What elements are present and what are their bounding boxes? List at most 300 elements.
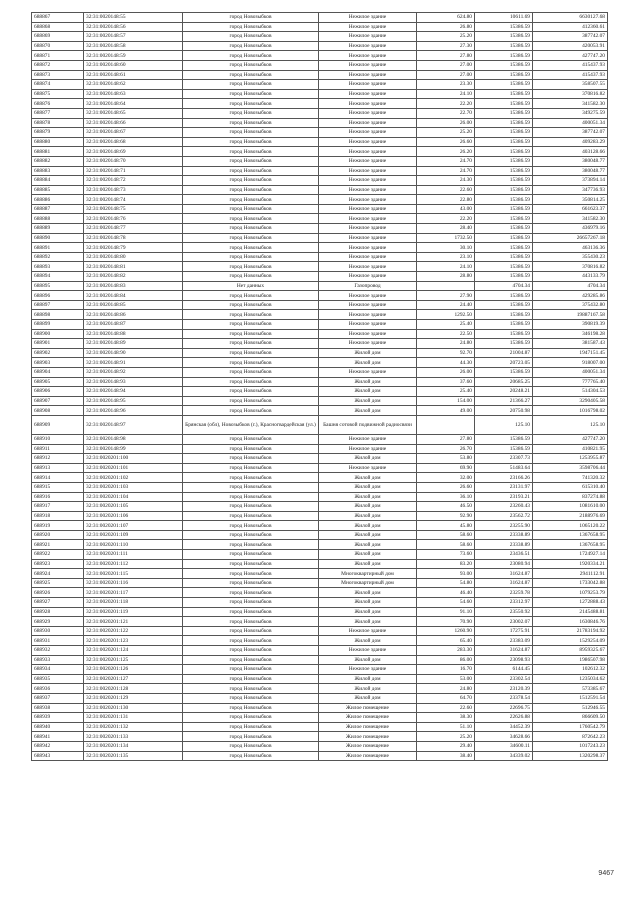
object-type-cell: Жилой дом [319,540,417,550]
address-cell: город Новозыбков [183,32,319,42]
object-type-cell: Жилой дом [319,492,417,502]
table-row [32,377,608,387]
object-type-cell: Нежилое здание [319,320,417,330]
row-number-cell: 688940 [32,722,84,732]
area-cell: 25.20 [417,732,475,742]
cadastral-value-cell: 380048.77 [533,156,608,166]
address-cell: город Новозыбков [183,147,319,157]
cadastral-value-cell: 410821.95 [533,444,608,454]
specific-value-cell: 23338.89 [475,530,533,540]
cadastral-number-cell: 32:31:0020148:93 [84,377,183,387]
object-type-cell: Нежилое здание [319,195,417,205]
cadastral-value-cell: 6630127.68 [533,13,608,23]
cadastral-number-cell: 32:31:0020148:66 [84,118,183,128]
table-row [32,588,608,598]
table-row [32,128,608,138]
cadastral-number-cell: 32:31:0020201:132 [84,722,183,732]
cadastral-value-cell: 872642.23 [533,732,608,742]
area-cell: 24.40 [417,300,475,310]
object-type-cell: Газопровод [319,281,417,291]
address-cell: город Новозыбков [183,41,319,51]
specific-value-cell: 23550.92 [475,607,533,617]
cadastral-value-cell: 341582.30 [533,99,608,109]
cadastral-value-cell: 415437.93 [533,60,608,70]
object-type-cell: Жилой дом [319,674,417,684]
row-number-cell: 688927 [32,598,84,608]
row-number-cell: 688921 [32,540,84,550]
cadastral-number-cell: 32:31:0020201:133 [84,732,183,742]
table-row [32,358,608,368]
row-number-cell: 688916 [32,492,84,502]
cadastral-number-cell: 32:31:0020148:55 [84,13,183,23]
row-number-cell: 688918 [32,511,84,521]
address-cell: город Новозыбков [183,108,319,118]
area-cell: 43.00 [417,204,475,214]
row-number-cell: 688901 [32,339,84,349]
area-cell: 58.60 [417,530,475,540]
object-type-cell: Жилой дом [319,387,417,397]
address-cell: город Новозыбков [183,617,319,627]
row-number-cell: 688898 [32,310,84,320]
object-type-cell: Нежилое здание [319,339,417,349]
cadastral-number-cell: 32:31:0020201:102 [84,473,183,483]
specific-value-cell: 15386.59 [475,176,533,186]
table-row [32,655,608,665]
specific-value-cell: 20723.05 [475,358,533,368]
specific-value-cell: 15386.59 [475,128,533,138]
row-number-cell: 688906 [32,387,84,397]
object-type-cell: Жилой дом [319,396,417,406]
cadastral-value-cell: 8959325.67 [533,646,608,656]
area-cell: 44.30 [417,358,475,368]
table-row [32,387,608,397]
row-number-cell: 688881 [32,147,84,157]
cadastral-value-cell: 514304.53 [533,387,608,397]
address-cell: город Новозыбков [183,751,319,761]
object-type-cell: Нежилое здание [319,156,417,166]
row-number-cell: 688871 [32,51,84,61]
specific-value-cell: 23255.90 [475,521,533,531]
table-row [32,272,608,282]
specific-value-cell: 23302.54 [475,674,533,684]
specific-value-cell: 15386.59 [475,108,533,118]
object-type-cell: Нежилое здание [319,80,417,90]
object-type-cell: Жилой дом [319,559,417,569]
cadastral-number-cell: 32:31:0020148:89 [84,339,183,349]
address-cell: город Новозыбков [183,348,319,358]
area-cell: 22.50 [417,329,475,339]
area-cell: 38.40 [417,751,475,761]
address-cell: город Новозыбков [183,300,319,310]
address-cell: город Новозыбков [183,118,319,128]
table-row [32,252,608,262]
table-row [32,674,608,684]
row-number-cell: 688867 [32,13,84,23]
row-number-cell: 688932 [32,646,84,656]
specific-value-cell: 4704.34 [475,281,533,291]
address-cell: Нет данных [183,281,319,291]
object-type-cell: Жилой дом [319,482,417,492]
specific-value-cell: 15386.59 [475,339,533,349]
table-row [32,214,608,224]
cadastral-number-cell: 32:31:0020201:106 [84,511,183,521]
row-number-cell: 688873 [32,70,84,80]
table-row [32,521,608,531]
area-cell: 54.80 [417,578,475,588]
object-type-cell: Нежилое здание [319,60,417,70]
object-type-cell: Нежилое здание [319,176,417,186]
specific-value-cell: 15386.59 [475,166,533,176]
row-number-cell: 688926 [32,588,84,598]
object-type-cell: Жилой дом [319,684,417,694]
cadastral-number-cell: 32:31:0020201:119 [84,607,183,617]
object-type-cell: Жилое помещение [319,703,417,713]
table-row [32,665,608,675]
object-type-cell: Нежилое здание [319,118,417,128]
object-type-cell: Нежилое здание [319,291,417,301]
cadastral-value-cell: 390819.39 [533,320,608,330]
specific-value-cell: 15386.59 [475,224,533,234]
cadastral-number-cell: 32:31:0020201:112 [84,559,183,569]
cadastral-number-cell: 32:31:0020148:59 [84,51,183,61]
object-type-cell: Нежилое здание [319,665,417,675]
specific-value-cell: 15386.59 [475,320,533,330]
cadastral-value-cell: 837274.88 [533,492,608,502]
specific-value-cell: 23307.73 [475,454,533,464]
cadastral-value-cell: 918007.00 [533,358,608,368]
specific-value-cell: 15386.59 [475,137,533,147]
cadastral-number-cell: 32:31:0020201:101 [84,463,183,473]
row-number-cell: 688889 [32,224,84,234]
row-number-cell: 688894 [32,272,84,282]
cadastral-number-cell: 32:31:0020148:85 [84,300,183,310]
cadastral-value-cell: 1512591.54 [533,693,608,703]
specific-value-cell: 21004.87 [475,348,533,358]
area-cell: 65.40 [417,636,475,646]
specific-value-cell: 23378.54 [475,693,533,703]
cadastral-number-cell: 32:31:0020148:78 [84,233,183,243]
area-cell: 22.20 [417,99,475,109]
specific-value-cell: 20248.21 [475,387,533,397]
table-row [32,339,608,349]
address-cell: город Новозыбков [183,204,319,214]
cadastral-value-cell: 400051.34 [533,367,608,377]
row-number-cell: 688885 [32,185,84,195]
table-row [32,406,608,416]
row-number-cell: 688942 [32,741,84,751]
cadastral-number-cell: 32:31:0020148:97 [84,415,183,434]
row-number-cell: 688939 [32,713,84,723]
specific-value-cell: 15386.59 [475,262,533,272]
table-row [32,578,608,588]
object-type-cell: Нежилое здание [319,51,417,61]
object-type-cell: Жилой дом [319,693,417,703]
specific-value-cell: 15386.59 [475,147,533,157]
address-cell: город Новозыбков [183,492,319,502]
row-number-cell: 688941 [32,732,84,742]
table-row [32,415,608,434]
area-cell: 45.80 [417,521,475,531]
address-cell: город Новозыбков [183,713,319,723]
specific-value-cell: 15386.59 [475,291,533,301]
row-number-cell: 688934 [32,665,84,675]
row-number-cell: 688887 [32,204,84,214]
area-cell: 64.70 [417,693,475,703]
row-number-cell: 688899 [32,320,84,330]
row-number-cell: 688872 [32,60,84,70]
area-cell: 51.10 [417,722,475,732]
cadastral-value-table [31,12,608,761]
row-number-cell: 688924 [32,569,84,579]
cadastral-number-cell: 32:31:0020148:99 [84,444,183,454]
specific-value-cell: 34628.66 [475,732,533,742]
cadastral-number-cell: 32:31:0020201:118 [84,598,183,608]
specific-value-cell: 31624.87 [475,569,533,579]
cadastral-value-cell: 443133.79 [533,272,608,282]
address-cell: город Новозыбков [183,128,319,138]
address-cell: город Новозыбков [183,703,319,713]
object-type-cell: Нежилое здание [319,626,417,636]
area-cell: 36.10 [417,492,475,502]
specific-value-cell: 34600.11 [475,741,533,751]
address-cell: город Новозыбков [183,387,319,397]
object-type-cell: Жилое помещение [319,751,417,761]
cadastral-number-cell: 32:31:0020148:75 [84,204,183,214]
cadastral-number-cell: 32:31:0020148:83 [84,281,183,291]
table-row [32,348,608,358]
row-number-cell: 688922 [32,550,84,560]
object-type-cell: Нежилое здание [319,99,417,109]
address-cell: город Новозыбков [183,13,319,23]
object-type-cell: Многоквартирный дом [319,569,417,579]
table-row [32,473,608,483]
specific-value-cell: 22626.88 [475,713,533,723]
address-cell: город Новозыбков [183,166,319,176]
cadastral-value-cell: 2941112.91 [533,569,608,579]
table-row [32,646,608,656]
area-cell: 49.00 [417,406,475,416]
area-cell: 23.30 [417,80,475,90]
table-row [32,636,608,646]
cadastral-number-cell: 32:31:0020148:80 [84,252,183,262]
address-cell: город Новозыбков [183,511,319,521]
table-row [32,262,608,272]
cadastral-value-cell: 347736.93 [533,185,608,195]
address-cell: город Новозыбков [183,463,319,473]
row-number-cell: 688874 [32,80,84,90]
area-cell: 26.00 [417,367,475,377]
object-type-cell: Нежилое здание [319,224,417,234]
object-type-cell: Жилой дом [319,588,417,598]
cadastral-value-cell: 1272888.43 [533,598,608,608]
area-cell: 16.70 [417,665,475,675]
row-number-cell: 688870 [32,41,84,51]
area-cell: 69.90 [417,463,475,473]
cadastral-value-cell: 463136.36 [533,243,608,253]
cadastral-number-cell: 32:31:0020148:86 [84,310,183,320]
table-row [32,722,608,732]
cadastral-number-cell: 32:31:0020148:65 [84,108,183,118]
address-cell: город Новозыбков [183,588,319,598]
address-cell: город Новозыбков [183,530,319,540]
table-row [32,732,608,742]
address-cell: город Новозыбков [183,454,319,464]
cadastral-value-cell: 427747.20 [533,434,608,444]
specific-value-cell: 15386.59 [475,70,533,80]
cadastral-value-cell: 1065120.22 [533,521,608,531]
cadastral-value-cell: 346198.28 [533,329,608,339]
table-row [32,41,608,51]
specific-value-cell: 34452.39 [475,722,533,732]
specific-value-cell: 23120.39 [475,684,533,694]
cadastral-number-cell: 32:31:0020148:69 [84,147,183,157]
object-type-cell: Нежилое здание [319,147,417,157]
area-cell [417,281,475,291]
table-row [32,80,608,90]
area-cell: 25.20 [417,32,475,42]
object-type-cell: Жилой дом [319,521,417,531]
cadastral-value-cell: 1079253.79 [533,588,608,598]
table-row [32,569,608,579]
cadastral-value-cell: 1320298.37 [533,751,608,761]
specific-value-cell: 23166.26 [475,473,533,483]
address-cell: город Новозыбков [183,434,319,444]
specific-value-cell: 23338.89 [475,540,533,550]
object-type-cell: Нежилое здание [319,252,417,262]
row-number-cell: 688937 [32,693,84,703]
specific-value-cell: 15386.59 [475,80,533,90]
table-row [32,300,608,310]
area-cell: 27.30 [417,41,475,51]
row-number-cell: 688917 [32,502,84,512]
cadastral-number-cell: 32:31:0020201:131 [84,713,183,723]
row-number-cell: 688919 [32,521,84,531]
area-cell: 83.20 [417,559,475,569]
table-row [32,99,608,109]
object-type-cell: Нежилое здание [319,233,417,243]
row-number-cell: 688908 [32,406,84,416]
address-cell: город Новозыбков [183,214,319,224]
object-type-cell: Жилое помещение [319,732,417,742]
table-row [32,713,608,723]
object-type-cell: Жилой дом [319,636,417,646]
specific-value-cell: 15386.59 [475,310,533,320]
area-cell: 92.90 [417,511,475,521]
cadastral-value-cell: 512946.55 [533,703,608,713]
object-type-cell: Жилой дом [319,655,417,665]
area-cell [417,415,475,434]
cadastral-value-cell: 358507.55 [533,80,608,90]
row-number-cell: 688943 [32,751,84,761]
table-row [32,492,608,502]
row-number-cell: 688907 [32,396,84,406]
cadastral-number-cell: 32:31:0020201:127 [84,674,183,684]
object-type-cell: Жилое помещение [319,713,417,723]
area-cell: 1292.50 [417,310,475,320]
area-cell: 54.60 [417,598,475,608]
table-row [32,281,608,291]
object-type-cell: Нежилое здание [319,243,417,253]
area-cell: 27.00 [417,60,475,70]
cadastral-value-cell: 1760542.79 [533,722,608,732]
specific-value-cell: 15386.59 [475,204,533,214]
address-cell: город Новозыбков [183,607,319,617]
area-cell: 46.40 [417,588,475,598]
cadastral-value-cell: 3290405.58 [533,396,608,406]
object-type-cell: Жилой дом [319,473,417,483]
cadastral-value-cell: 436979.16 [533,224,608,234]
row-number-cell: 688931 [32,636,84,646]
address-cell: город Новозыбков [183,741,319,751]
area-cell: 70.90 [417,617,475,627]
area-cell: 30.10 [417,243,475,253]
cadastral-number-cell: 32:31:0020148:98 [84,434,183,444]
area-cell: 25.40 [417,320,475,330]
table-row [32,147,608,157]
cadastral-value-cell: 2188976.69 [533,511,608,521]
object-type-cell: Нежилое здание [319,434,417,444]
specific-value-cell: 15386.59 [475,243,533,253]
area-cell: 22.20 [417,214,475,224]
object-type-cell: Нежилое здание [319,22,417,32]
cadastral-number-cell: 32:31:0020148:57 [84,32,183,42]
row-number-cell: 688915 [32,482,84,492]
area-cell: 24.80 [417,339,475,349]
table-row [32,511,608,521]
cadastral-value-cell: 380048.77 [533,166,608,176]
cadastral-number-cell: 32:31:0020148:74 [84,195,183,205]
row-number-cell: 688938 [32,703,84,713]
object-type-cell: Нежилое здание [319,128,417,138]
specific-value-cell: 34339.02 [475,751,533,761]
address-cell: город Новозыбков [183,473,319,483]
cadastral-number-cell: 32:31:0020148:63 [84,89,183,99]
cadastral-number-cell: 32:31:0020148:79 [84,243,183,253]
address-cell: город Новозыбков [183,89,319,99]
cadastral-number-cell: 32:31:0020148:62 [84,80,183,90]
address-cell: город Новозыбков [183,195,319,205]
object-type-cell: Жилой дом [319,607,417,617]
cadastral-value-cell: 375432.80 [533,300,608,310]
cadastral-number-cell: 32:31:0020201:105 [84,502,183,512]
address-cell: город Новозыбков [183,578,319,588]
cadastral-value-cell: 1081610.00 [533,502,608,512]
address-cell: город Новозыбков [183,598,319,608]
area-cell: 91.10 [417,607,475,617]
object-type-cell: Жилой дом [319,454,417,464]
specific-value-cell: 22696.75 [475,703,533,713]
area-cell: 46.50 [417,502,475,512]
area-cell: 26.70 [417,444,475,454]
row-number-cell: 688929 [32,617,84,627]
object-type-cell: Нежилое здание [319,137,417,147]
specific-value-cell: 51483.64 [475,463,533,473]
table-row [32,741,608,751]
row-number-cell: 688902 [32,348,84,358]
cadastral-value-cell: 429285.86 [533,291,608,301]
address-cell: город Новозыбков [183,339,319,349]
cadastral-value-cell: 2145488.81 [533,607,608,617]
address-cell: город Новозыбков [183,396,319,406]
specific-value-cell: 15386.59 [475,156,533,166]
specific-value-cell: 17275.91 [475,626,533,636]
cadastral-value-cell: 387742.07 [533,128,608,138]
specific-value-cell: 125.10 [475,415,533,434]
specific-value-cell: 15386.59 [475,99,533,109]
area-cell: 27.80 [417,51,475,61]
cadastral-number-cell: 32:31:0020148:87 [84,320,183,330]
row-number-cell: 688892 [32,252,84,262]
